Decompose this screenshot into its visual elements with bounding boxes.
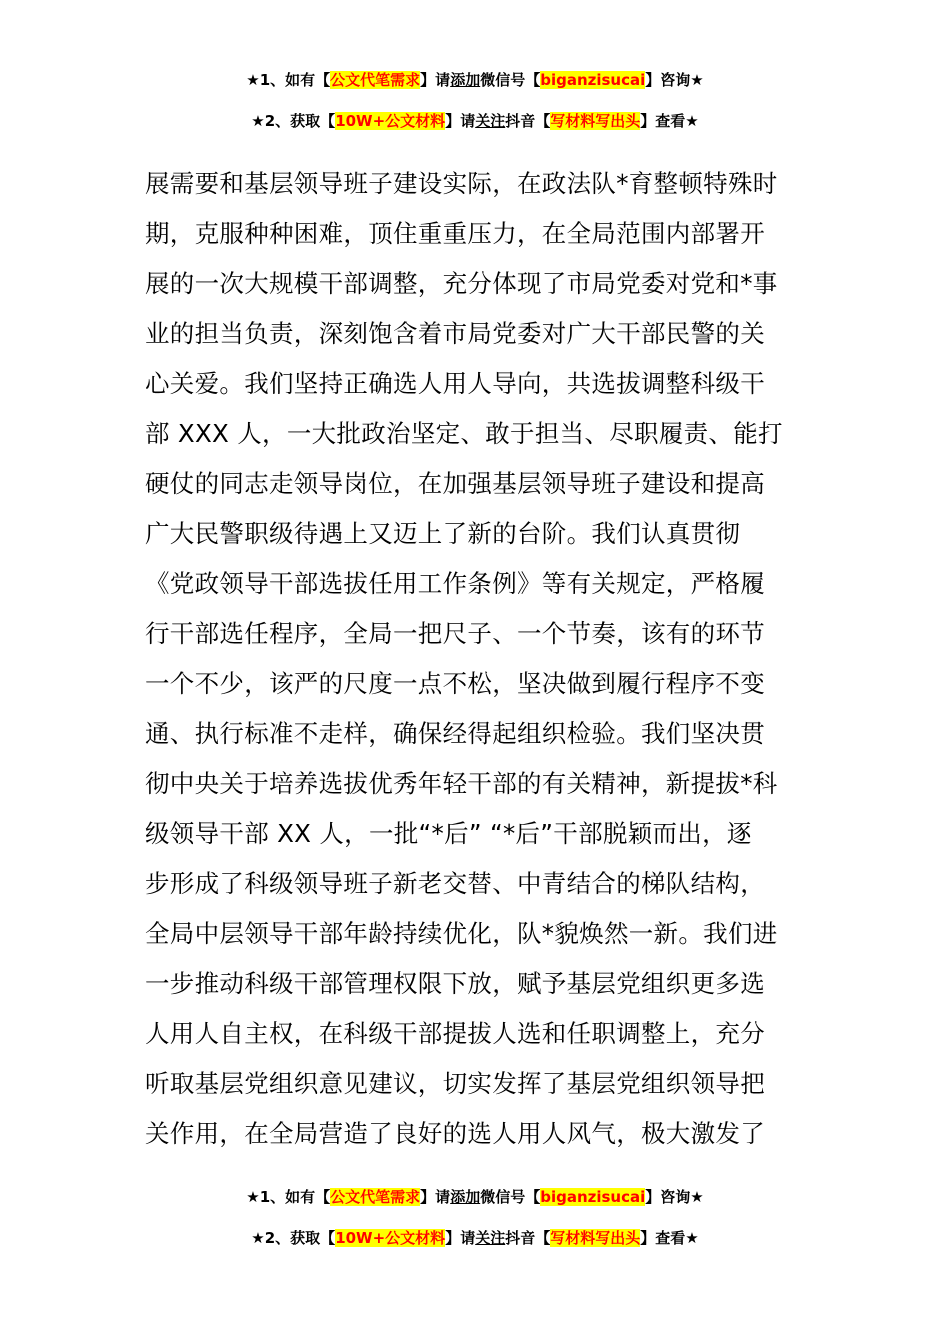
body-line: 步形成了科级领导班子新老交替、中青结合的梯队结构， <box>145 869 765 898</box>
promo-middle: 】请 <box>445 112 476 130</box>
promo-douyin-name: 写材料写出头 <box>550 112 641 130</box>
promo-suffix: 】查看★ <box>640 1229 699 1247</box>
body-line: 期，克服种种困难，顶住重重压力，在全局范围内部署开 <box>145 219 765 248</box>
promo-wechat-id: biganzisucai <box>540 71 646 89</box>
promo-emphasis: 添加 <box>450 1188 481 1206</box>
body-line: 关作用，在全局营造了良好的选人用人风气，极大激发了 <box>145 1119 765 1148</box>
promo-emphasis: 关注 <box>475 112 506 130</box>
promo-prefix: ★2、获取【 <box>251 112 336 130</box>
body-line: 彻中央关于培养选拔优秀年轻干部的有关精神，新提拔*科 <box>145 769 778 798</box>
header-promo-line-2 <box>0 111 950 131</box>
body-line: 级领导干部 XX 人，一批“*后” “*后”干部脱颖而出，逐 <box>145 819 752 848</box>
promo-highlight: 10W+公文材料 <box>335 112 446 130</box>
body-line: 通、执行标准不走样，确保经得起组织检验。我们坚决贯 <box>145 719 765 748</box>
body-line: 行干部选任程序，全局一把尺子、一个节奏，该有的环节 <box>145 619 765 648</box>
promo-emphasis: 关注 <box>475 1229 506 1247</box>
promo-highlight: 公文代笔需求 <box>330 71 421 89</box>
body-line: 展需要和基层领导班子建设实际，在政法队*育整顿特殊时 <box>145 169 778 198</box>
promo-middle: 微信号【 <box>480 1188 541 1206</box>
promo-middle: 】请 <box>420 71 451 89</box>
header-promo-line-1 <box>0 70 950 90</box>
promo-highlight: 10W+公文材料 <box>335 1229 446 1247</box>
body-line: 展的一次大规模干部调整，充分体现了市局党委对党和*事 <box>145 269 778 298</box>
body-line: 全局中层领导干部年龄持续优化，队*貌焕然一新。我们进 <box>145 919 778 948</box>
body-line: 业的担当负责，深刻饱含着市局党委对广大干部民警的关 <box>145 319 765 348</box>
promo-middle: 微信号【 <box>480 71 541 89</box>
promo-middle: 抖音【 <box>505 1229 551 1247</box>
promo-middle: 】请 <box>445 1229 476 1247</box>
body-line: 人用人自主权，在科级干部提拔人选和任职调整上，充分 <box>145 1019 765 1048</box>
body-line: 听取基层党组织意见建议，切实发挥了基层党组织领导把 <box>145 1069 765 1098</box>
body-line: 心关爱。我们坚持正确选人用人导向，共选拔调整科级干 <box>145 369 765 398</box>
promo-prefix: ★1、如有【 <box>246 71 331 89</box>
footer-promo-line-2 <box>0 1228 950 1248</box>
promo-suffix: 】查看★ <box>640 112 699 130</box>
promo-wechat-id: biganzisucai <box>540 1188 646 1206</box>
document-body <box>145 159 810 1159</box>
body-line: 一个不少，该严的尺度一点不松，坚决做到履行程序不变 <box>145 669 765 698</box>
promo-suffix: 】咨询★ <box>645 1188 704 1206</box>
promo-middle: 】请 <box>420 1188 451 1206</box>
promo-prefix: ★2、获取【 <box>251 1229 336 1247</box>
body-line: 部 XXX 人，一大批政治坚定、敢于担当、尽职履责、能打 <box>145 419 783 448</box>
body-line: 广大民警职级待遇上又迈上了新的台阶。我们认真贯彻 <box>145 519 741 548</box>
promo-highlight: 公文代笔需求 <box>330 1188 421 1206</box>
promo-suffix: 】咨询★ <box>645 71 704 89</box>
body-line: 《党政领导干部选拔任用工作条例》等有关规定，严格履 <box>145 569 765 598</box>
promo-emphasis: 添加 <box>450 71 481 89</box>
body-line: 一步推动科级干部管理权限下放，赋予基层党组织更多选 <box>145 969 765 998</box>
body-line: 硬仗的同志走领导岗位，在加强基层领导班子建设和提高 <box>145 469 765 498</box>
promo-middle: 抖音【 <box>505 112 551 130</box>
promo-prefix: ★1、如有【 <box>246 1188 331 1206</box>
promo-douyin-name: 写材料写出头 <box>550 1229 641 1247</box>
footer-promo-line-1 <box>0 1187 950 1207</box>
